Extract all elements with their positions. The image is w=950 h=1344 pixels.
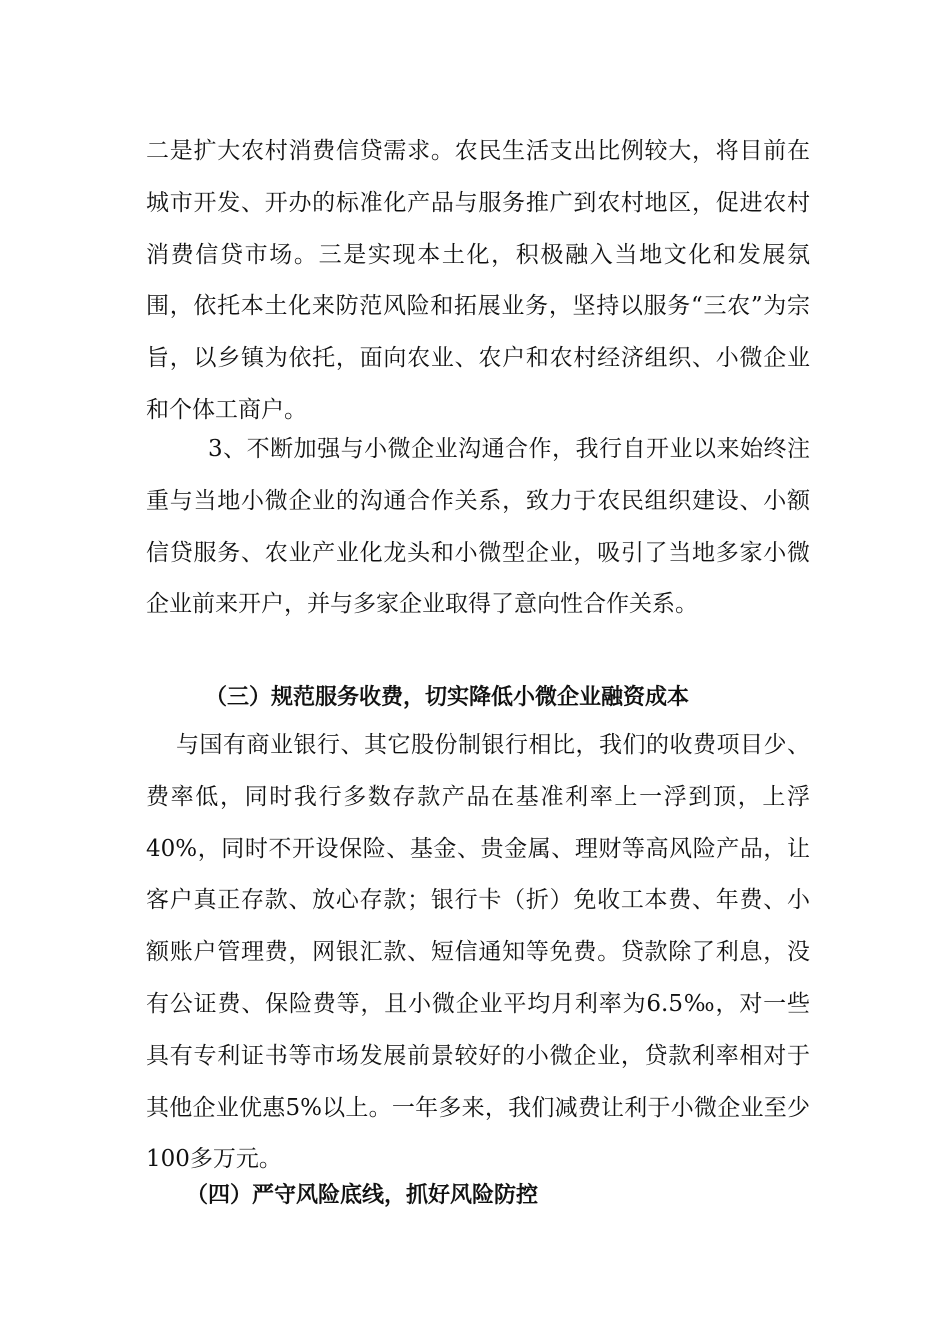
paragraph-fee-reduction: 与国有商业银行、其它股份制银行相比，我们的收费项目少、费率低，同时我行多数存款产品在基准利率上一浮到顶，上浮40%，同时不开设保险、基金、贵金属、理财等高风险产品，让客户真正存款、放心存款；银行卡（折）免收工本费、年费、小额账户管理费，网银汇款、短信通知等免费。贷款除了利息，没有公证费、保险费等，且小微企业平均月利率为6.5‰，对一些具有专利证书等市场发展前景较好的小微企业，贷款利率相对于其他企业优惠5%以上。一年多来，我们减费让利于小微企业至少100多万元。 [146,732,810,1173]
section-heading-risk-control: （四）严守风险底线，抓好风险防控 [186,1183,539,1208]
paragraph-rural-consumer-credit: 二是扩大农村消费信贷需求。农民生活支出比例较大，将目前在城市开发、开办的标准化产品与服务推广到农村地区，促进农村消费信贷市场。三是实现本土化，积极融入当地文化和发展氛围，依托本土化来防范风险和拓展业务，坚持以服务“三农”为宗旨，以乡镇为依托，面向农业、农户和农村经济组织、小微企业和个体工商户。 [146,138,810,423]
section-heading-service-fees: （三）规范服务收费，切实降低小微企业融资成本 [205,685,690,710]
paragraph-small-business-cooperation: 3、不断加强与小微企业沟通合作，我行自开业以来始终注重与当地小微企业的沟通合作关系，致力于农民组织建设、小额信贷服务、农业产业化龙头和小微型企业，吸引了当地多家小微企业前来开户，并与多家企业取得了意向性合作关系。 [146,436,810,618]
